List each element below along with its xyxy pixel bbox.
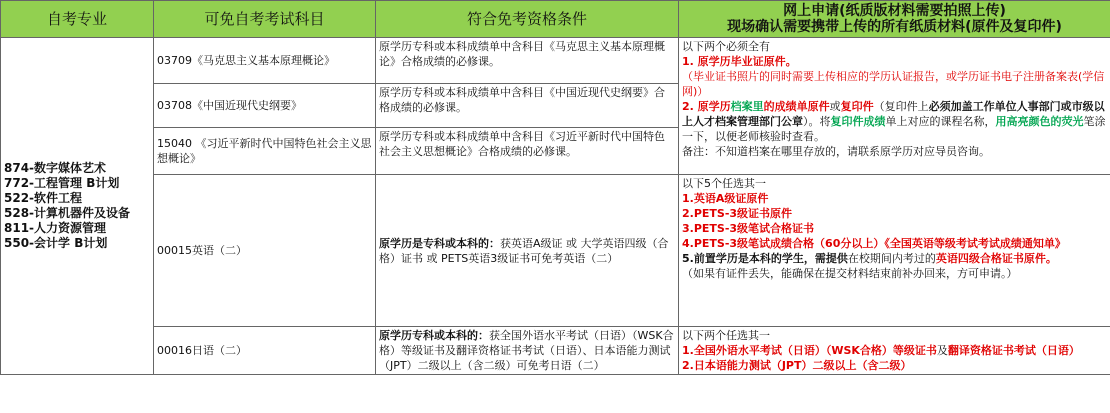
condition-cell: 原学历专科或本科成绩单中含科目《马克思主义基本原理概论》合格成绩的必修课。	[376, 38, 679, 84]
major-item: 772-工程管理 B计划	[4, 176, 120, 190]
condition-cell: 原学历专科或本科成绩单中含科目《中国近现代史纲要》合格成绩的必修课。	[376, 84, 679, 128]
material-item: 2.PETS-3级证书原件	[682, 207, 793, 220]
header-materials-line2: 现场确认需要携带上传的所有纸质材料(原件及复印件)	[727, 19, 1062, 35]
major-item: 550-会计学 B计划	[4, 236, 108, 250]
material-item: 1. 原学历毕业证原件。	[682, 55, 797, 68]
table-row	[1, 38, 1110, 84]
header-subject: 可免自考考试科目	[154, 1, 376, 38]
subject-cell: 15040 《习近平新时代中国特色社会主义思想概论》	[154, 128, 376, 175]
material-remark: 备注：不知道档案在哪里存放的，请联系原学历对应导员咨询。	[682, 145, 990, 158]
table-row	[1, 327, 1110, 375]
material-item-transcript: 2. 原学历档案里的成绩单原件或复印件（复印件上必须加盖工作单位人事部门或市级以上人才档案管理部门公章）。将复印件成绩单上对应的课程名称，用高亮颜色的荧光笔涂一下，以便老师核验时查看。	[682, 100, 1106, 143]
material-item: 4.PETS-3级笔试成绩合格（60分以上）《全国英语等级考试考试成绩通知单》	[682, 237, 1066, 250]
header-materials-line1: 网上申请(纸质版材料需要拍照上传)	[783, 3, 1006, 19]
condition-cell: 原学历专科或本科成绩单中含科目《习近平新时代中国特色社会主义思想概论》合格成绩的必修课。	[376, 128, 679, 175]
header-row	[1, 1, 1110, 38]
materials-cell-japanese	[679, 327, 1110, 375]
major-item: 811-人力资源管理	[4, 221, 107, 235]
material-note: （毕业证书照片的同时需要上传相应的学历认证报告，或学历证书电子注册备案表(学信网)）	[682, 70, 1105, 98]
materials-cell-english	[679, 175, 1110, 327]
header-major: 自考专业	[1, 1, 154, 38]
subject-cell: 03708《中国近现代史纲要》	[154, 84, 376, 128]
material-item: 5.前置学历是本科的学生，需提供在校期间内考过的英语四级合格证书原件。	[682, 252, 1057, 265]
header-materials	[679, 1, 1110, 38]
subject-cell: 00016日语（二）	[154, 327, 376, 375]
material-item: 1.全国外语水平考试（日语）（WSK合格）等级证书及翻译资格证书考试（日语）	[682, 344, 1080, 357]
material-item: 3.PETS-3级笔试合格证书	[682, 222, 815, 235]
material-note: （如果有证件丢失，能确保在提交材料结束前补办回来，方可申请。）	[682, 267, 1018, 280]
major-list	[1, 38, 154, 375]
major-item: 874-数字媒体艺术	[4, 161, 107, 175]
header-condition: 符合免考资格条件	[376, 1, 679, 38]
materials-intro: 以下5个任选其一	[682, 177, 766, 190]
material-item: 2.日本语能力测试（JPT）二级以上（含二级）	[682, 359, 912, 372]
major-item: 522-软件工程	[4, 191, 83, 205]
subject-cell: 03709《马克思主义基本原理概论》	[154, 38, 376, 84]
materials-cell-politics	[679, 38, 1110, 175]
condition-cell: 原学历专科或本科的：获全国外语水平考试（日语）（WSK合格）等级证书及翻译资格证书考试（日语）、日本语能力测试（JPT）二级以上（含二级）可免考日语（二）	[376, 327, 679, 375]
subject-cell: 00015英语（二）	[154, 175, 376, 327]
major-item: 528-计算机器件及设备	[4, 206, 131, 220]
table-row	[1, 175, 1110, 327]
materials-intro: 以下两个必须全有	[682, 40, 770, 53]
condition-cell: 原学历是专科或本科的：获英语A级证 或 大学英语四级（合格）证书 或 PETS英语3级证书可免考英语（二）	[376, 175, 679, 327]
material-item: 1.英语A级证原件	[682, 192, 769, 205]
materials-intro: 以下两个任选其一	[682, 329, 770, 342]
